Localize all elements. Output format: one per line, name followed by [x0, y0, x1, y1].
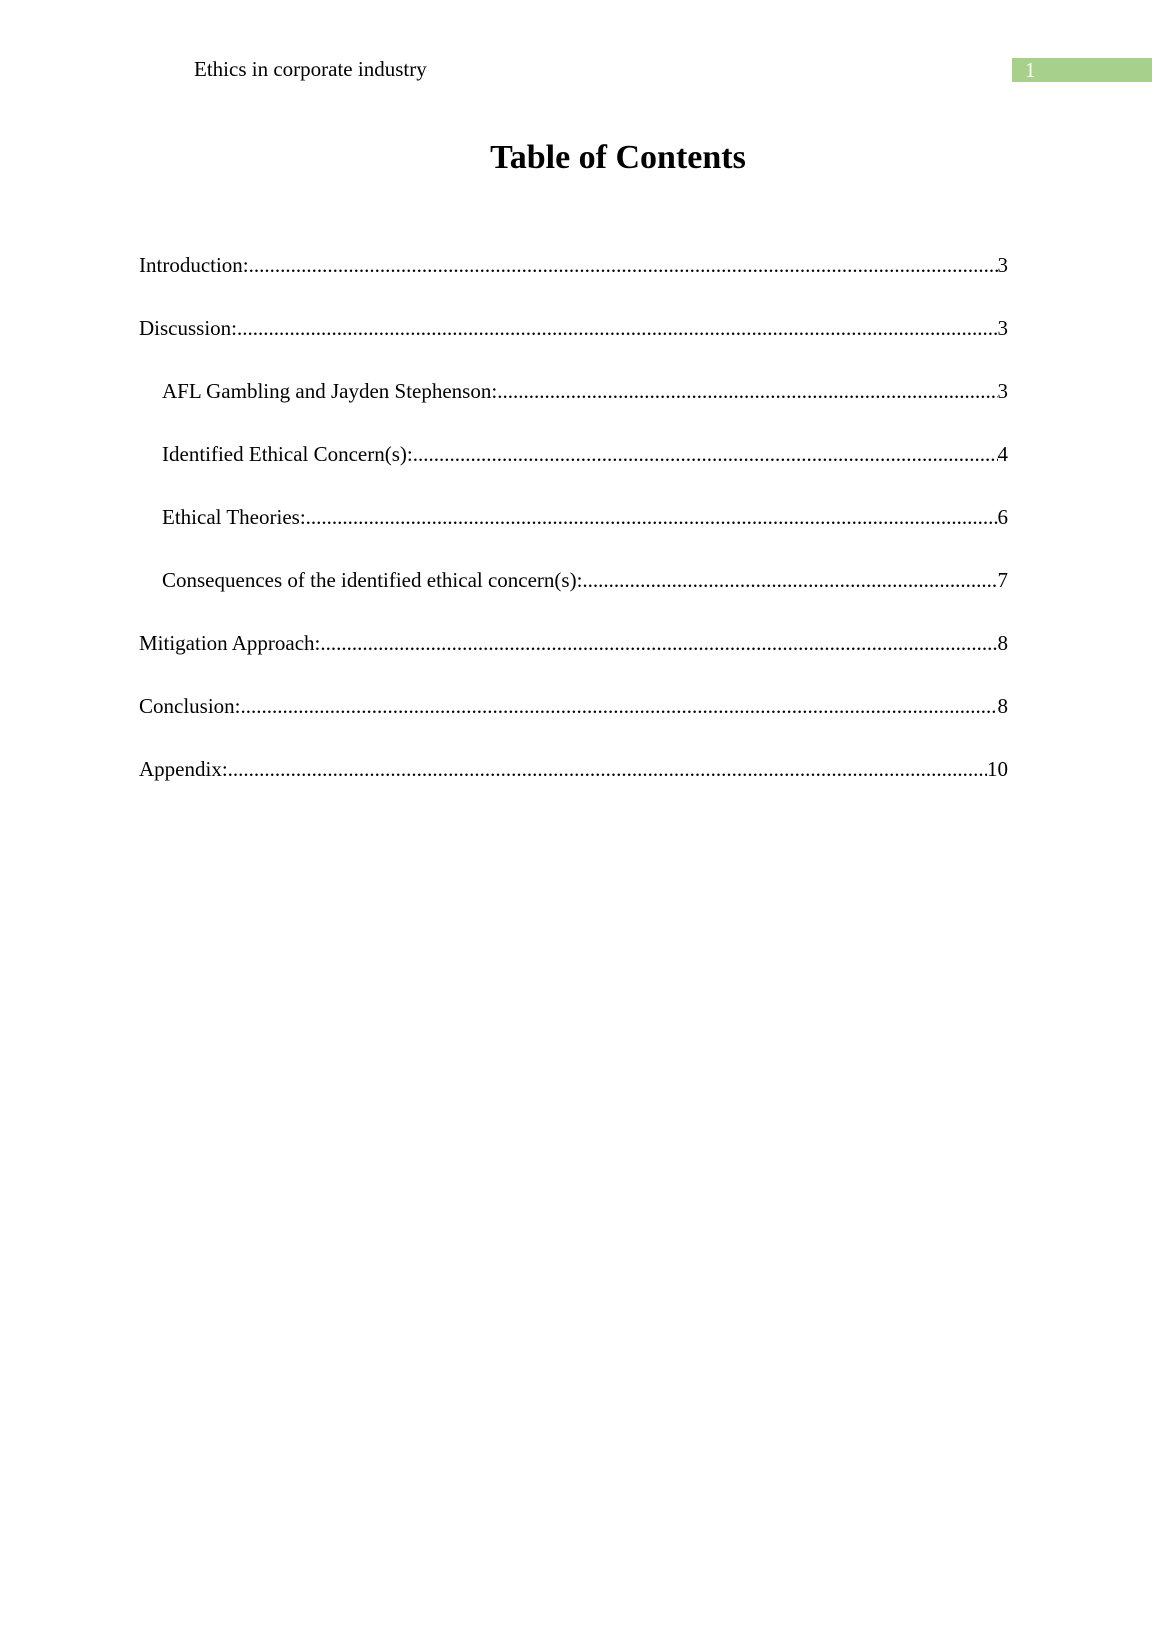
toc-entry-page: 3 — [997, 316, 1008, 340]
toc-entry-ethical-theories[interactable] — [139, 504, 1008, 567]
toc-entry-label: Identified Ethical Concern(s): — [162, 442, 413, 466]
toc-dot-leader — [582, 567, 997, 593]
toc-entry-label: Consequences of the identified ethical concern(s): — [162, 568, 583, 592]
toc-entry-afl-gambling[interactable] — [139, 378, 1008, 441]
toc-entry-page: 8 — [997, 631, 1008, 655]
toc-entry-ethical-concerns[interactable] — [139, 441, 1008, 504]
toc-entry-appendix[interactable] — [139, 756, 1008, 819]
toc-entry-label: Mitigation Approach: — [139, 631, 321, 655]
toc-dot-leader — [237, 315, 997, 341]
toc-entry-page: 7 — [997, 568, 1008, 592]
toc-dot-leader — [497, 378, 997, 404]
toc-entry-label: Discussion: — [139, 316, 238, 340]
toc-list — [139, 252, 1008, 819]
page-number: 1 — [1025, 58, 1036, 82]
toc-entry-page: 3 — [997, 253, 1008, 277]
toc-entry-introduction[interactable] — [139, 252, 1008, 315]
toc-entry-discussion[interactable] — [139, 315, 1008, 378]
toc-entry-page: 3 — [997, 379, 1008, 403]
toc-dot-leader — [306, 504, 998, 530]
toc-entry-page: 6 — [997, 505, 1008, 529]
page-number-badge — [1012, 58, 1152, 82]
toc-entry-label: Ethical Theories: — [162, 505, 306, 529]
toc-entry-label: AFL Gambling and Jayden Stephenson: — [162, 379, 498, 403]
toc-dot-leader — [249, 252, 998, 278]
toc-heading: Table of Contents — [490, 139, 746, 176]
toc-dot-leader — [241, 693, 998, 719]
toc-dot-leader — [413, 441, 998, 467]
toc-entry-mitigation-approach[interactable] — [139, 630, 1008, 693]
toc-entry-label: Appendix: — [139, 757, 228, 781]
toc-dot-leader — [320, 630, 997, 656]
toc-entry-consequences[interactable] — [139, 567, 1008, 630]
toc-entry-page: 4 — [997, 442, 1008, 466]
toc-entry-label: Introduction: — [139, 253, 249, 277]
toc-entry-conclusion[interactable] — [139, 693, 1008, 756]
toc-entry-page: 10 — [987, 757, 1008, 781]
toc-entry-page: 8 — [997, 694, 1008, 718]
running-header-title: Ethics in corporate industry — [194, 57, 427, 81]
toc-dot-leader — [228, 756, 987, 782]
toc-entry-label: Conclusion: — [139, 694, 241, 718]
